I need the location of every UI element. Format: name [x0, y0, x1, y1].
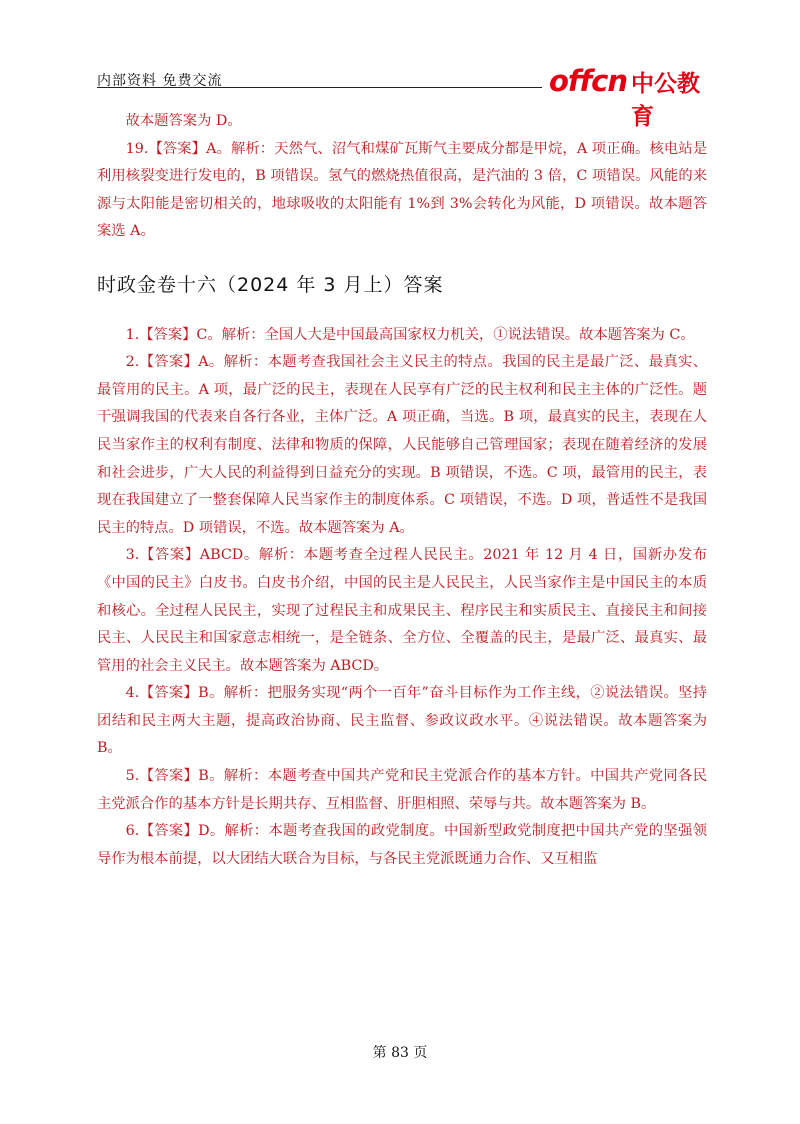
- answer-paragraph: 4.【答案】B。解析：把服务实现“两个一百年”奋斗目标作为工作主线，②说法错误。坚持团结和民主两大主题，提高政治协商、民主监督、参政议政水平。④说法错误。故本题答案为 B。: [97, 685, 707, 757]
- answer-paragraph: 6.【答案】D。解析：本题考查我国的政党制度。中国新型政党制度把中国共产党的坚强领导作为根本前提，以大团结大联合为目标，与各民主党派既通力合作、又互相监: [97, 823, 707, 867]
- logo-mark: offcn: [549, 64, 627, 98]
- section-title: 时政金卷十六（2024 年 3 月上）答案: [97, 273, 444, 296]
- answer-paragraph: 3.【答案】ABCD。解析：本题考查全过程人民民主。2021 年 12 月 4 日，国新办发布《中国的民主》白皮书。白皮书介绍，中国的民主是人民民主，人民当家作主是中国民主的本质和核心。全过程人民民主，实现了过程民主和成果民主、程序民主和实质民主、直接民主和间接民主、人民民主和国家意志相统一，是全链条、全方位、全覆盖的民主，是最广泛、最真实、最管用的社会主义民主。故本题答案为 ABCD。: [97, 547, 708, 674]
- answer-paragraph: 5.【答案】B。解析：本题考查中国共产党和民主党派合作的基本方针。中国共产党同各民主党派合作的基本方针是长期共存、互相监督、肝胆相照、荣辱与共。故本题答案为 B。: [97, 768, 707, 812]
- answer-paragraph: 1.【答案】C。解析：全国人大是中国最高国家权力机关，①说法错误。故本题答案为 C。: [125, 326, 695, 343]
- page-number: 第 83 页: [372, 1045, 428, 1061]
- answer-paragraph: 19.【答案】A。解析：天然气、沼气和煤矿瓦斯气主要成分都是甲烷，A 项正确。核电站是利用核裂变进行发电的，B 项错误。氢气的燃烧热值很高，是汽油的 3 倍，C 项错误。风能的来源与太阳能是密切相关的，地球吸收的太阳能有 1%到 3%会转化为风能，D 项错误。故本题答案选 A。: [97, 140, 707, 240]
- answer-paragraph: 2.【答案】A。解析：本题考查我国社会主义民主的特点。我国的民主是最广泛、最真实、最管用的民主。A 项，最广泛的民主，表现在人民享有广泛的民主权利和民主主体的广泛性。题干强调我国的代表来自各行各业，主体广泛。A 项正确，当选。B 项，最真实的民主，表现在人民当家作主的权利有制度、法律和物质的保障，人民能够自己管理国家；表现在随着经济的发展和社会进步，广大人民的利益得到日益充分的实现。B 项错误，不选。C 项，最管用的民主，表现在我国建立了一整套保障人民当家作主的制度体系。C 项错误，不选。D 项，普适性不是我国民主的特点。D 项错误，不选。故本题答案为 A。: [97, 354, 707, 536]
- document-body: [97, 108, 707, 873]
- offcn-logo: [549, 64, 707, 130]
- logo-chinese-name: 中公教育: [631, 71, 700, 130]
- answer-paragraph: 故本题答案为 D。: [125, 113, 242, 129]
- header-label: 内部资料 免费交流: [97, 73, 223, 89]
- header-rule: [97, 87, 542, 88]
